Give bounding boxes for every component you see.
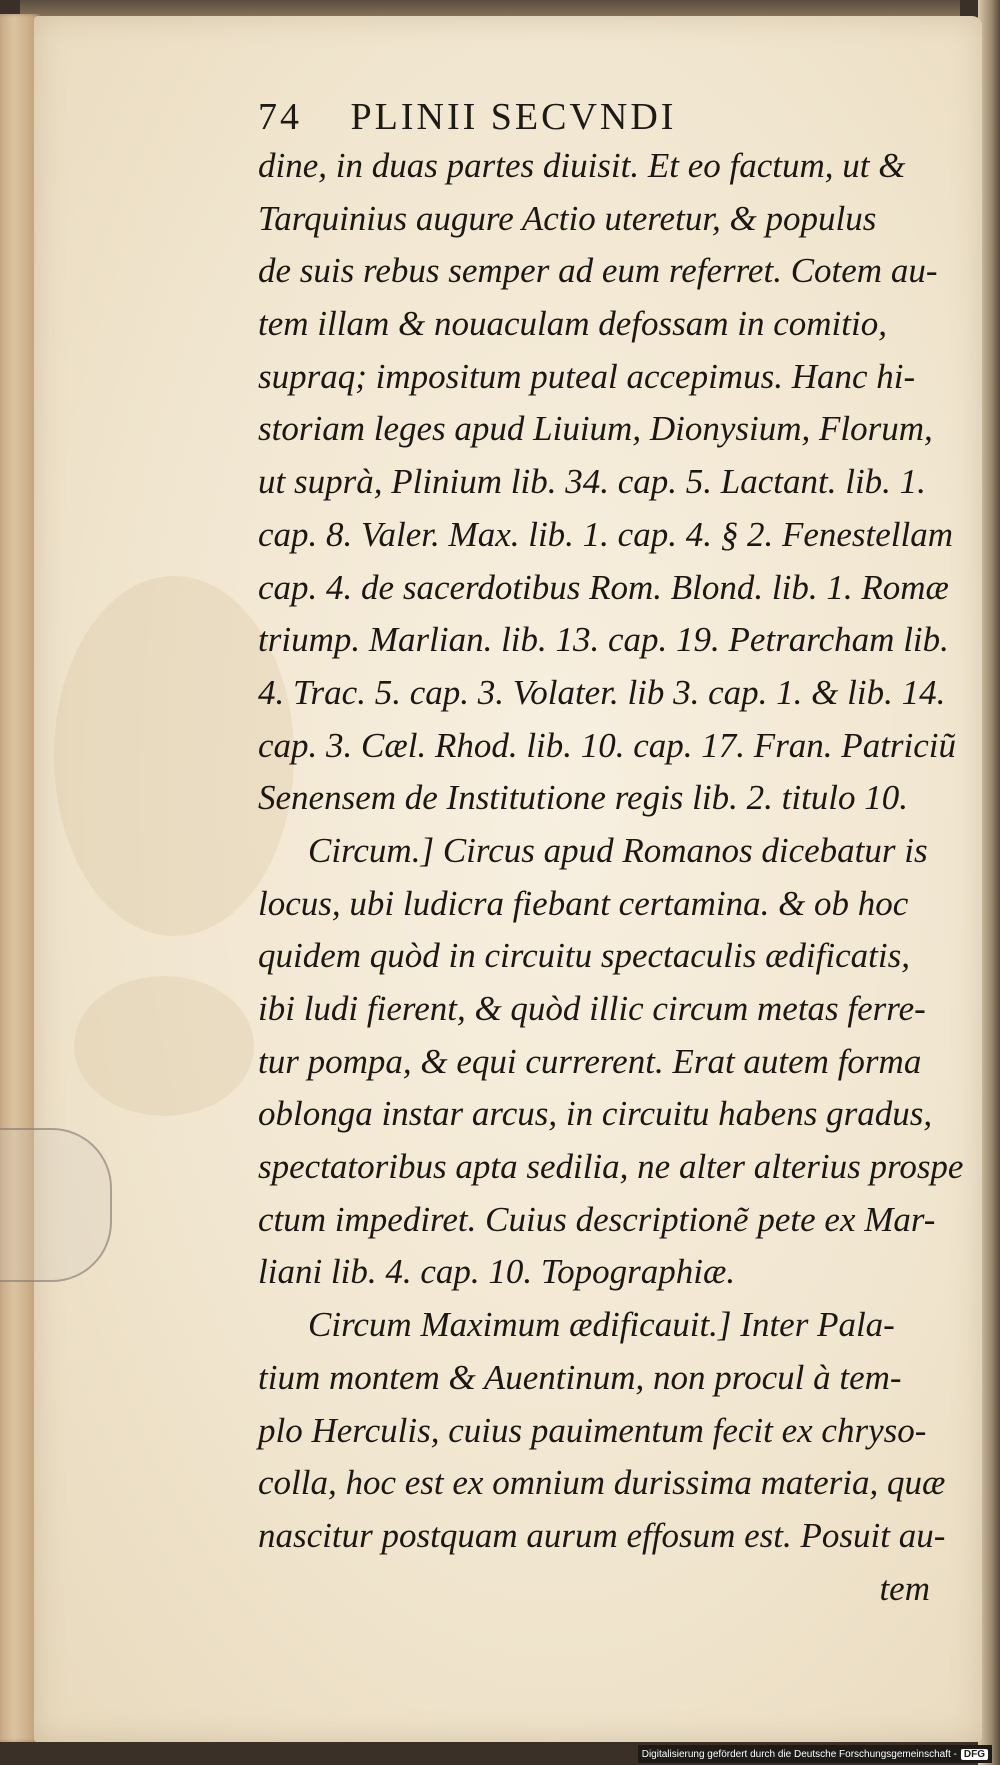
text-line: cap. 8. Valer. Max. lib. 1. cap. 4. § 2. Fenestellam [258, 514, 954, 554]
text-line: spectatoribus apta sedilia, ne alter alterius prospe [258, 1147, 964, 1187]
text-line: Circum.] Circus apud Romanos dicebatur is [308, 830, 928, 870]
text-line: Senensem de Institutione regis lib. 2. titulo 10. [258, 778, 909, 818]
text-line: de suis rebus semper ad eum referret. Cotem au- [258, 251, 938, 291]
running-title: PLINII SECVNDI [350, 96, 677, 138]
text-line: cap. 3. Cæl. Rhod. lib. 10. cap. 17. Fran. Patriciũ [258, 725, 957, 765]
text-line: ut suprà, Plinium lib. 34. cap. 5. Lactant. lib. 1. [258, 462, 926, 502]
text-line: tem illam & nouaculam defossam in comitio, [258, 304, 887, 344]
text-line: nascitur postquam aurum effosum est. Posuit au- [258, 1515, 946, 1555]
text-line: 4. Trac. 5. cap. 3. Volater. lib 3. cap. 1. & lib. 14. [258, 672, 946, 712]
text-line: plo Herculis, cuius pauimentum fecit ex chryso- [258, 1410, 927, 1450]
text-line: storiam leges apud Liuium, Dionysium, Florum, [258, 409, 933, 449]
text-line: dine, in duas partes diuisit. Et eo factum, ut & [258, 146, 906, 185]
text-line: supraq; impositum puteal accepimus. Hanc hi- [258, 356, 916, 396]
body-text [258, 140, 964, 1615]
running-head [258, 95, 676, 139]
page-number: 74 [258, 96, 302, 138]
text-line: cap. 4. de sacerdotibus Rom. Blond. lib. 1. Romæ [258, 567, 949, 607]
page-clip [0, 1128, 112, 1282]
text-line: locus, ubi ludicra fiebant certamina. & ob hoc [258, 883, 909, 923]
text-line: ibi ludi fierent, & quòd illic circum metas ferre- [258, 989, 926, 1028]
text-line: ctum impediret. Cuius descriptionẽ pete ex Mar- [258, 1199, 936, 1239]
text-line: quidem quòd in circuitu spectaculis ædificatis, [258, 936, 910, 976]
text-line: oblonga instar arcus, in circuitu habens gradus, [258, 1094, 933, 1134]
text-line: colla, hoc est ex omnium durissima materia, quæ [258, 1463, 946, 1503]
text-line: tium montem & Auentinum, non procul à tem- [258, 1357, 902, 1397]
text-line: Tarquinius augure Actio uteretur, & populus [258, 198, 877, 238]
text-line: Circum Maximum ædificauit.] Inter Pala- [308, 1305, 895, 1345]
credit-text: Digitalisierung gefördert durch die Deutsche Forschungsgemeinschaft - [641, 1748, 957, 1760]
dfg-logo: DFG [961, 1749, 988, 1760]
paper-stain [74, 976, 254, 1116]
catchword: tem [879, 1568, 930, 1608]
text-line: triump. Marlian. lib. 13. cap. 19. Petrarcham lib. [258, 620, 949, 660]
text-line: tur pompa, & equi currerent. Erat autem forma [258, 1041, 922, 1081]
digitization-credit [638, 1745, 992, 1763]
text-line: liani lib. 4. cap. 10. Topographiæ. [258, 1252, 736, 1292]
